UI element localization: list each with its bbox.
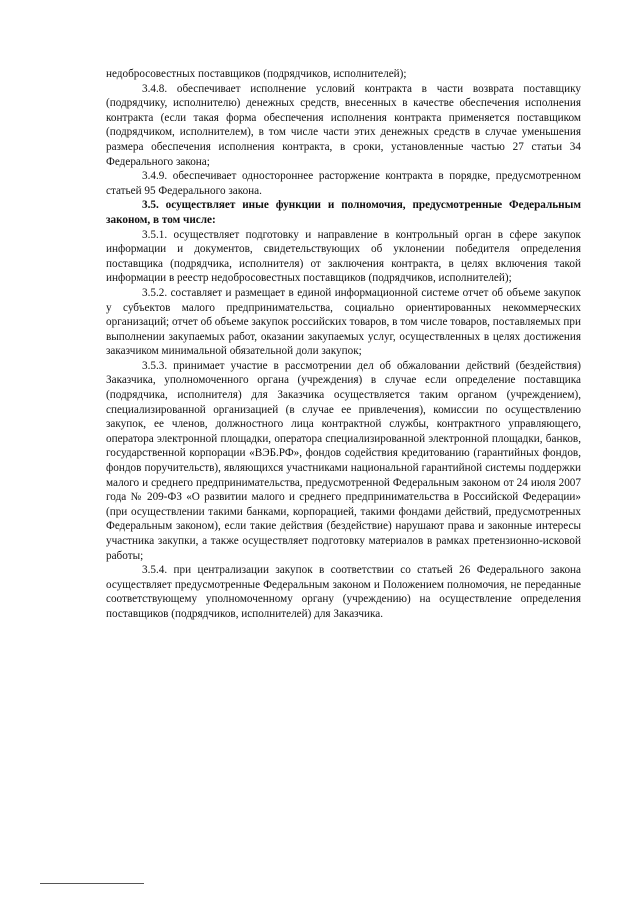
paragraph-3-5-1: 3.5.1. осуществляет подготовку и направление в контрольный орган в сфере закупок информации и документов, свидетельствующих об уклонении победителя определения поставщика (подрядчика, исполнителя) от заключения контракта, в целях включения такой информации в реестр недобросовестных поставщиков (подрядчиков, исполнителей);: [106, 228, 581, 285]
paragraph-3-5-4: 3.5.4. при централизации закупок в соответствии со статьей 26 Федерального закона осуществляет предусмотренные Федеральным законом и Положением полномочия, не переданные соответствующему уполномоченному органу (учреждению) на осуществление определения поставщиков (подрядчиков, исполнителей) для Заказчика.: [106, 564, 581, 620]
paragraph-continuation: недобросовестных поставщиков (подрядчиков, исполнителей);: [106, 68, 407, 80]
paragraph-3-4-9: 3.4.9. обеспечивает одностороннее расторжение контракта в порядке, предусмотренном статьей 95 Федерального закона.: [106, 170, 581, 197]
footer-divider: [40, 883, 144, 884]
document-body: [106, 67, 581, 622]
paragraph-3-4-8: 3.4.8. обеспечивает исполнение условий контракта в части возврата поставщику (подрядчику, исполнителю) денежных средств, внесенных в качестве обеспечения исполнения контракта (если такая форма обеспечения исполнения контракта применяется поставщиком (подрядчиком, исполнителем), в том числе части этих денежных средств в случае уменьшения размера обеспечения исполнения контракта, в сроки, установленные частью 27 статьи 34 Федерального закона;: [106, 82, 581, 168]
paragraph-3-5-2: 3.5.2. составляет и размещает в единой информационной системе отчет об объеме закупок у субъектов малого предпринимательства, социально ориентированных некоммерческих организаций; отчет об объеме закупок российских товаров, в том числе товаров, поставляемых при выполнении закупаемых работ, оказании закупаемых услуг, осуществленных в целях достижения заказчиком минимальной обязательной доли закупок;: [106, 286, 581, 358]
paragraph-3-5-heading: 3.5. осуществляет иные функции и полномочия, предусмотренные Федеральным законом, в том числе:: [106, 199, 581, 226]
paragraph-3-5-3: 3.5.3. принимает участие в рассмотрении дел об обжаловании действий (бездействия) Заказчика, уполномоченного органа (учреждения) в случае если определение поставщика (подрядчика, исполнителя) для Заказчика осуществляется таким органом (учреждением), специализированной организацией (в случае ее привлечения), комиссии по осуществлению закупок, ее членов, должностного лица контрактной службы, контрактного управляющего, оператора электронной площадки, оператора специализированной электронной площадки, банков, государственной корпорации «ВЭБ.РФ», фондов содействия кредитованию (гарантийных фондов, фондов поручительств), являющихся участниками национальной гарантийной системы поддержки малого и среднего предпринимательства, предусмотренной Федеральным законом от 24 июля 2007 года № 209-ФЗ «О развитии малого и среднего предпринимательства в Российской Федерации» (при осуществлении такими банками, корпорацией, такими фондами действий, предусмотренных Федеральным законом), если такие действия (бездействие) нарушают права и законные интересы участника закупки, а также осуществляет подготовку материалов в рамках претензионно-исковой работы;: [106, 359, 581, 562]
